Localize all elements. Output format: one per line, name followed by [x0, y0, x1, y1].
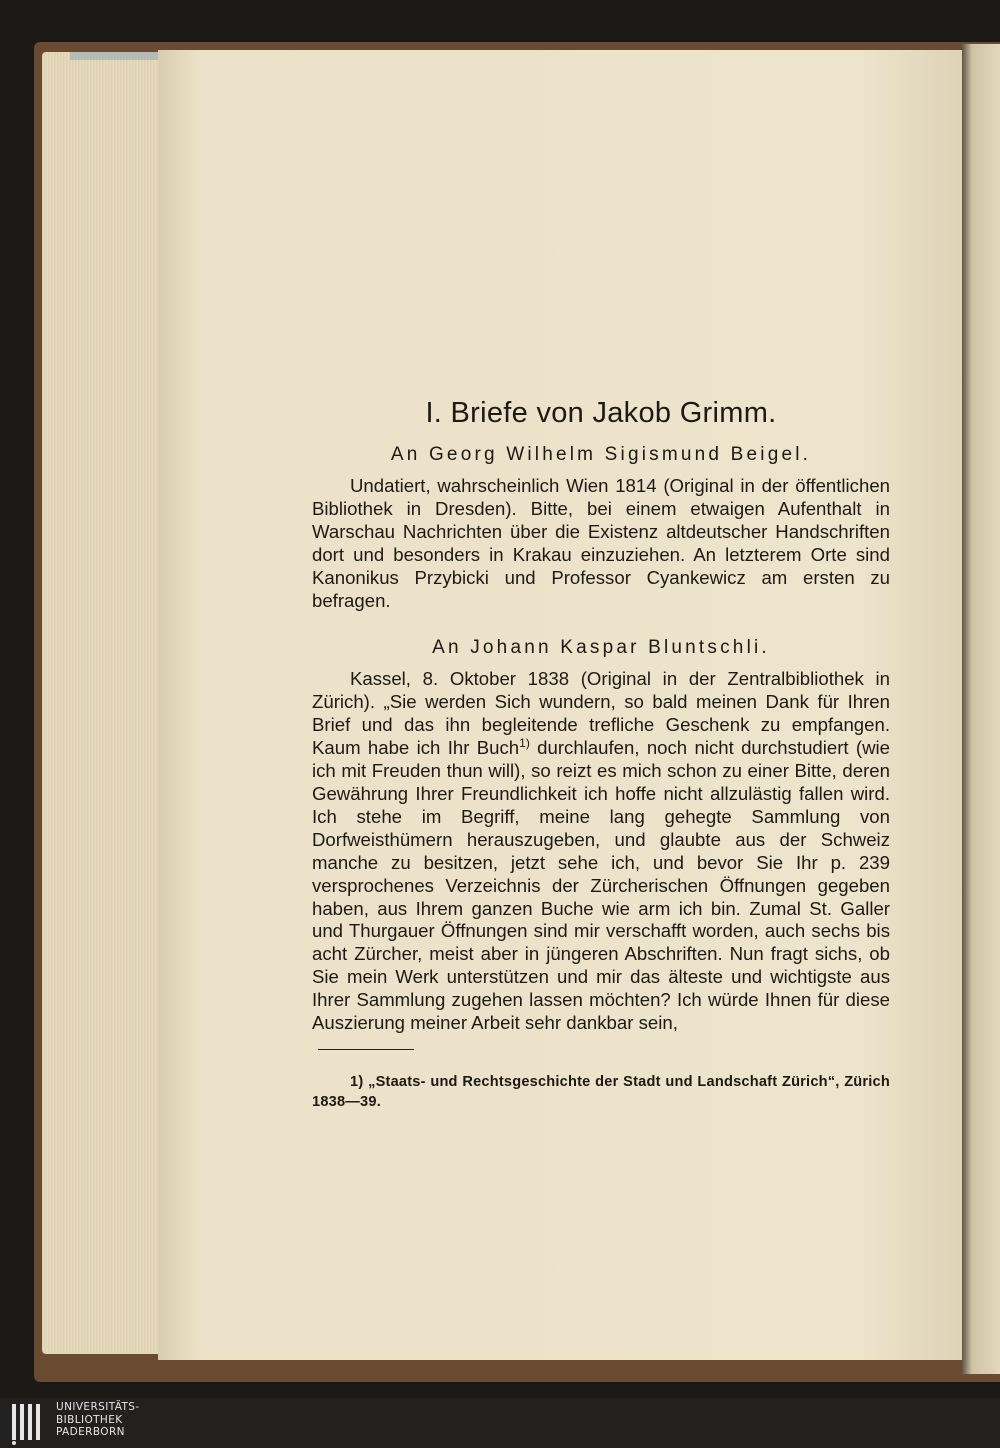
footnote-rule — [318, 1049, 414, 1050]
recipient-heading: An Johann Kaspar Bluntschli. — [432, 637, 770, 659]
library-logo-icon — [8, 1400, 50, 1446]
facing-page-gutter — [962, 44, 1000, 1374]
footnote-marker: 1) — [519, 735, 530, 750]
letter-section-bluntschli — [312, 634, 890, 1035]
logo-line: UNIVERSITÄTS- — [56, 1401, 140, 1413]
library-logo-text — [56, 1401, 140, 1439]
page-edges — [42, 52, 160, 1354]
logo-line: PADERBORN — [56, 1426, 125, 1438]
chapter-heading: I. Briefe von Jakob Grimm. — [425, 397, 777, 429]
letter-summary: Undatiert, wahrscheinlich Wien 1814 (Original in der öffentlichen Bibliothek in Dresden). Bitte, bei einem etwaigen Aufenthalt in Warschau Nachrichten über die Existenz altdeutscher Handschriften dort und besonders in Krakau einzuziehen. An letzterem Orte sind Kanonikus Przybicki und Professor Cyankewicz am ersten zu befragen. — [312, 475, 890, 611]
recipient-heading: An Georg Wilhelm Sigismund Beigel. — [390, 444, 812, 465]
library-banner — [0, 1398, 1000, 1448]
page-edge-tint — [70, 52, 162, 60]
page-content — [312, 395, 890, 1112]
letter-text — [312, 668, 890, 1035]
letter-text-part: Kassel, 8. Oktober 1838 (Original in der Zentralbibliothek in Zürich). „Sie werden Sich wundern, so bald meinen Dank für Ihren Brief und das ihn begleitende trefliche Geschenk zu empfangen. Kaum habe ich Ihr Buch — [312, 668, 890, 759]
letter-text-part: durchlaufen, noch nicht durchstudiert (wie ich mit Freuden thun will), so reizt es mich schon zu einer Bitte, deren Gewährung Ihrer Freundlichkeit ich hoffe nicht allzulästig fallen wird. Ich stehe im Begriff, meine lang gehegte Sammlung von Dorfweisthümern herauszugeben, und glaubte aus der Schweiz manche zu besitzen, jetzt sehe ich, und bevor Sie Ihr p. 239 versprochenes Verzeichnis der Zürcherischen Öffnungen gegeben haben, aus Ihrem ganzen Buche wie arm ich bin. Zumal St. Galler und Thurgauer Öffnungen sind mir verschafft worden, auch sechs bis acht Zürcher, meist aber in jüngeren Abschriften. Nun fragt sichs, ob Sie mein Werk unterstützen und mir das älteste und wichtigste aus Ihrer Sammlung zugehen lassen möchten? Ich würde Ihnen für diese Auszierung meiner Arbeit sehr dankbar sein, — [312, 737, 891, 1034]
footnote: 1) „Staats- und Rechtsgeschichte der Stadt und Landschaft Zürich“, Zürich 1838—39. — [312, 1073, 890, 1110]
logo-line: BIBLIOTHEK — [56, 1413, 123, 1426]
letter-section-beigel — [312, 441, 890, 612]
